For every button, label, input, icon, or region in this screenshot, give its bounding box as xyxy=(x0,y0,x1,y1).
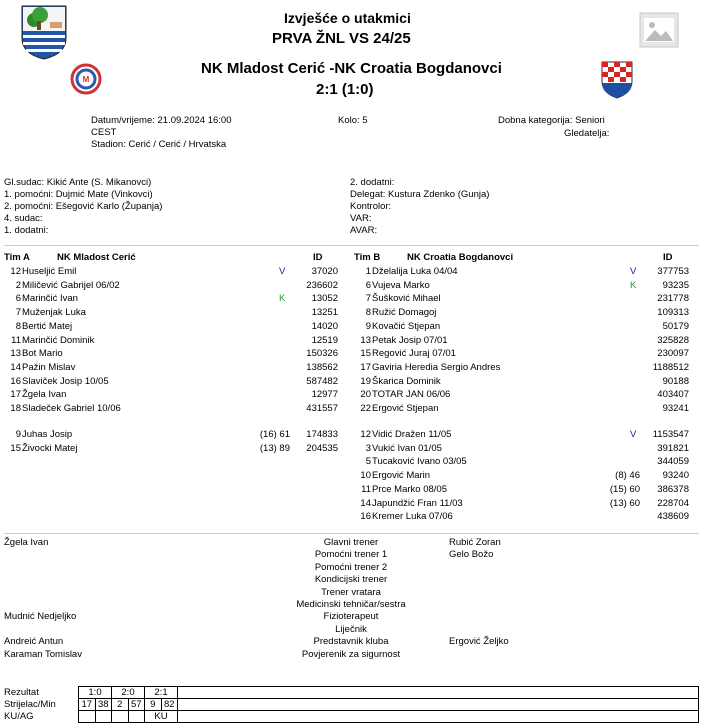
ku-cell xyxy=(112,711,129,723)
player-row xyxy=(354,279,699,292)
ku-row xyxy=(79,711,699,723)
player-id: 109313 xyxy=(657,307,689,319)
scorer-cell: 2 xyxy=(112,699,129,711)
player-id: 391821 xyxy=(657,442,689,454)
player-row xyxy=(4,265,349,278)
player-name: Bertić Matej xyxy=(22,320,73,332)
player-row xyxy=(4,442,349,455)
official-line: Delegat: Kustura Zdenko (Gunja) xyxy=(350,189,490,200)
player-name: Živocki Matej xyxy=(22,442,78,454)
svg-text:M: M xyxy=(82,75,90,84)
player-sub-minute: (15) 60 xyxy=(609,483,640,495)
player-row xyxy=(354,402,699,415)
player-name: Šušković Mihael xyxy=(372,293,441,305)
score-cell: 1:0 xyxy=(79,687,112,699)
player-sub-minute: (13) 89 xyxy=(259,442,290,454)
age-category: Dobna kategorija: Seniori xyxy=(498,115,605,126)
player-number: 11 xyxy=(11,334,21,346)
player-number: 13 xyxy=(10,348,21,360)
player-number: 8 xyxy=(365,307,371,319)
player-row xyxy=(4,428,349,441)
spectators: Gledatelja: xyxy=(564,128,610,139)
match-timezone: CEST xyxy=(91,127,117,138)
player-row xyxy=(354,361,699,374)
staff-role: Fizioterapeut xyxy=(323,611,379,623)
player-id: 14020 xyxy=(311,320,338,332)
player-id: 150326 xyxy=(306,348,338,360)
player-number: 1 xyxy=(365,266,371,277)
player-number: 7 xyxy=(365,293,371,305)
player-name: Dželalija Luka 04/04 xyxy=(372,266,458,277)
scorer-cell: 9 xyxy=(145,699,162,711)
player-row xyxy=(4,388,349,401)
staff-name-team-a: Andreić Antun xyxy=(4,636,64,648)
player-role-mark: K xyxy=(279,293,286,305)
player-name: Marinčić Dominik xyxy=(22,334,95,346)
player-row xyxy=(354,375,699,388)
staff-name-team-b: Rubić Zoran xyxy=(449,537,501,548)
player-name: Huseljić Emil xyxy=(22,266,77,277)
player-id: 93240 xyxy=(662,470,689,482)
ku-cell xyxy=(79,711,96,723)
staff-role: Kondicijski trener xyxy=(314,574,388,586)
player-id: 13052 xyxy=(311,293,338,305)
player-sub-minute: (8) 46 xyxy=(615,470,640,482)
player-number: 14 xyxy=(360,497,371,509)
official-line: AVAR: xyxy=(350,225,378,236)
player-name: Vidić Dražen 11/05 xyxy=(372,429,452,440)
official-line: 2. pomoćni: Ešegović Karlo (Županja) xyxy=(4,201,163,212)
player-id: 231778 xyxy=(657,293,689,305)
player-row xyxy=(4,292,349,305)
ku-cell xyxy=(95,711,112,723)
player-name: Žgela Ivan xyxy=(22,389,67,401)
player-number: 20 xyxy=(360,389,371,401)
player-number: 10 xyxy=(360,470,371,482)
results-table xyxy=(78,686,699,723)
player-id: 93235 xyxy=(662,279,689,291)
player-row xyxy=(354,334,699,347)
staff-role: Glavni trener xyxy=(323,537,379,548)
minute-cell: 57 xyxy=(128,699,145,711)
official-line: 1. dodatni: xyxy=(4,225,49,236)
match-stadium: Stadion: Cerić / Cerić / Hrvatska xyxy=(91,139,227,150)
player-name: Marinčić Ivan xyxy=(22,293,78,305)
player-row xyxy=(4,320,349,333)
ku-cell xyxy=(128,711,145,723)
player-id: 236602 xyxy=(306,279,338,291)
player-name: Japundžić Fran 11/03 xyxy=(372,497,463,509)
staff-role: Pomoćni trener 1 xyxy=(314,549,388,561)
staff-name-team-b: Ergović Željko xyxy=(449,636,509,648)
player-name: Sladeček Gabriel 10/06 xyxy=(22,403,121,414)
player-id: 204535 xyxy=(306,442,338,454)
player-number: 12 xyxy=(360,429,371,440)
player-id: 431557 xyxy=(306,403,338,414)
staff-role: Trener vratara xyxy=(321,586,381,598)
scorer-cell: 17 xyxy=(79,699,96,711)
score-row xyxy=(79,687,699,699)
league-title: PRVA ŽNL VS 24/25 xyxy=(272,30,411,47)
player-name: Bot Mario xyxy=(22,348,63,360)
player-id: 50179 xyxy=(662,320,689,332)
player-id: 403407 xyxy=(657,389,689,401)
image-placeholder-icon xyxy=(639,12,679,48)
report-title: Izvješće o utakmici xyxy=(284,10,411,26)
player-name: Pažin Mislav xyxy=(22,361,76,373)
player-name: Kovačić Stjepan xyxy=(372,320,441,332)
player-name: Ergović Marin xyxy=(372,470,431,482)
player-number: 3 xyxy=(365,442,371,454)
player-name: Škarica Dominik xyxy=(372,375,441,387)
player-number: 14 xyxy=(10,361,21,373)
match-title: NK Mladost Cerić -NK Croatia Bogdanovci xyxy=(201,60,502,77)
scorer-row xyxy=(79,699,699,711)
player-id: 587482 xyxy=(306,375,338,387)
player-row xyxy=(4,347,349,360)
player-row xyxy=(354,497,699,510)
divider xyxy=(4,245,699,246)
player-row xyxy=(354,510,699,523)
player-number: 8 xyxy=(15,320,21,332)
staff-name-team-a: Žgela Ivan xyxy=(4,537,49,548)
result-label: Rezultat xyxy=(4,687,39,698)
player-number: 17 xyxy=(360,361,371,373)
player-id: 438609 xyxy=(657,511,689,523)
player-row xyxy=(354,469,699,482)
player-number: 13 xyxy=(360,334,371,346)
player-number: 6 xyxy=(15,293,21,305)
player-row xyxy=(354,347,699,360)
player-number: 12 xyxy=(10,266,21,277)
player-role-mark: V xyxy=(279,266,286,277)
minute-cell: 82 xyxy=(161,699,178,711)
player-id: 1188512 xyxy=(652,361,689,373)
away-club-crest xyxy=(600,59,634,99)
staff-role: Pomoćni trener 2 xyxy=(314,561,388,573)
staff-role: Medicinski tehničar/sestra xyxy=(296,599,406,610)
team-b-name: NK Croatia Bogdanovci xyxy=(407,252,514,263)
player-row xyxy=(4,279,349,292)
player-row xyxy=(354,265,699,278)
player-row xyxy=(354,320,699,333)
staff-name-team-a: Karaman Tomislav xyxy=(4,648,82,660)
empty-cell xyxy=(178,711,699,723)
player-role-mark: V xyxy=(630,429,637,440)
player-number: 15 xyxy=(10,442,21,454)
player-id: 386378 xyxy=(657,483,689,495)
player-number: 19 xyxy=(360,375,371,387)
official-line: 2. dodatni: xyxy=(350,177,395,188)
player-row xyxy=(4,402,349,415)
match-score: 2:1 (1:0) xyxy=(316,81,374,98)
team-a-name: NK Mladost Cerić xyxy=(57,252,136,263)
player-id: 12519 xyxy=(311,334,338,346)
player-id: 174833 xyxy=(306,429,338,440)
home-club-crest xyxy=(20,4,68,60)
player-name: Gaviria Heredia Sergio Andres xyxy=(372,361,501,373)
minute-cell: 38 xyxy=(95,699,112,711)
score-cell: 2:0 xyxy=(112,687,145,699)
player-number: 6 xyxy=(365,279,371,291)
player-number: 9 xyxy=(365,320,371,332)
player-row xyxy=(354,428,699,441)
player-name: Juhas Josip xyxy=(22,429,73,440)
player-row xyxy=(354,442,699,455)
player-number: 5 xyxy=(365,456,371,468)
divider xyxy=(4,533,699,534)
player-row xyxy=(354,388,699,401)
player-name: Slaviček Josip 10/05 xyxy=(22,375,109,387)
staff-role: Predstavnik kluba xyxy=(313,636,389,648)
player-id: 90188 xyxy=(662,375,689,387)
player-id: 1153547 xyxy=(652,429,689,440)
federation-logo xyxy=(66,62,106,96)
player-id: 377753 xyxy=(657,266,689,277)
match-datetime: Datum/vrijeme: 21.09.2024 16:00 xyxy=(91,115,232,126)
empty-cell xyxy=(178,687,699,699)
player-row xyxy=(354,306,699,319)
team-b-label: Tim B xyxy=(354,252,381,263)
staff-role: Povjerenik za sigurnost xyxy=(301,648,401,660)
staff-name-team-b: Gelo Božo xyxy=(449,549,494,561)
player-id: 228704 xyxy=(657,497,689,509)
player-id: 13251 xyxy=(311,307,338,319)
score-cell: 2:1 xyxy=(145,687,178,699)
team-a-id-header: ID xyxy=(313,252,323,263)
player-name: Miličević Gabrijel 06/02 xyxy=(22,279,120,291)
player-id: 325828 xyxy=(657,334,689,346)
player-number: 16 xyxy=(360,511,371,523)
staff-name-team-a: Mudnić Nedjeljko xyxy=(4,611,77,623)
player-sub-minute: (16) 61 xyxy=(259,429,290,440)
official-line: 4. sudac: xyxy=(4,213,43,224)
player-number: 2 xyxy=(15,279,21,291)
player-name: Kremer Luka 07/06 xyxy=(372,511,453,523)
player-name: Ergović Stjepan xyxy=(372,403,439,414)
player-name: Ružić Domagoj xyxy=(372,307,437,319)
player-id: 138562 xyxy=(306,361,338,373)
team-a-label: Tim A xyxy=(4,252,30,263)
player-role-mark: K xyxy=(630,279,637,291)
official-line: Gl.sudac: Kikić Ante (S. Mikanovci) xyxy=(4,177,152,188)
official-line: Kontrolor: xyxy=(350,201,392,212)
player-id: 37020 xyxy=(311,266,338,277)
player-name: Tucaković Ivano 03/05 xyxy=(372,456,467,468)
scorer-label: Strijelac/Min xyxy=(4,699,56,710)
player-number: 11 xyxy=(361,483,371,495)
player-row xyxy=(354,455,699,468)
player-row xyxy=(4,361,349,374)
player-row xyxy=(354,483,699,496)
player-number: 22 xyxy=(360,403,371,414)
ku-cell: KU xyxy=(145,711,178,723)
player-id: 230097 xyxy=(657,348,689,360)
team-b-id-header: ID xyxy=(663,252,673,263)
player-number: 7 xyxy=(15,307,21,319)
player-name: Regović Juraj 07/01 xyxy=(372,348,456,360)
match-round: Kolo: 5 xyxy=(338,115,368,126)
player-name: Vukić Ivan 01/05 xyxy=(372,442,442,454)
player-row xyxy=(4,334,349,347)
player-number: 15 xyxy=(360,348,371,360)
empty-cell xyxy=(178,699,699,711)
staff-role: Liječnik xyxy=(335,623,367,635)
ku-ag-label: KU/AG xyxy=(4,711,34,722)
official-line: 1. pomoćni: Dujmić Mate (Vinkovci) xyxy=(4,189,153,200)
player-name: Petak Josip 07/01 xyxy=(372,334,448,346)
player-row xyxy=(4,375,349,388)
player-number: 18 xyxy=(10,403,21,414)
player-id: 344059 xyxy=(657,456,689,468)
player-row xyxy=(354,292,699,305)
player-row xyxy=(4,306,349,319)
player-name: Prce Marko 08/05 xyxy=(372,483,447,495)
player-role-mark: V xyxy=(630,266,637,277)
player-sub-minute: (13) 60 xyxy=(609,497,640,509)
player-number: 16 xyxy=(10,375,21,387)
player-id: 93241 xyxy=(662,403,689,414)
player-name: Vujeva Marko xyxy=(372,279,430,291)
player-number: 17 xyxy=(10,389,21,401)
player-name: Muženjak Luka xyxy=(22,307,86,319)
player-name: TOTAR JAN 06/06 xyxy=(372,389,451,401)
player-number: 9 xyxy=(15,429,21,440)
player-id: 12977 xyxy=(311,389,338,401)
official-line: VAR: xyxy=(350,213,372,224)
